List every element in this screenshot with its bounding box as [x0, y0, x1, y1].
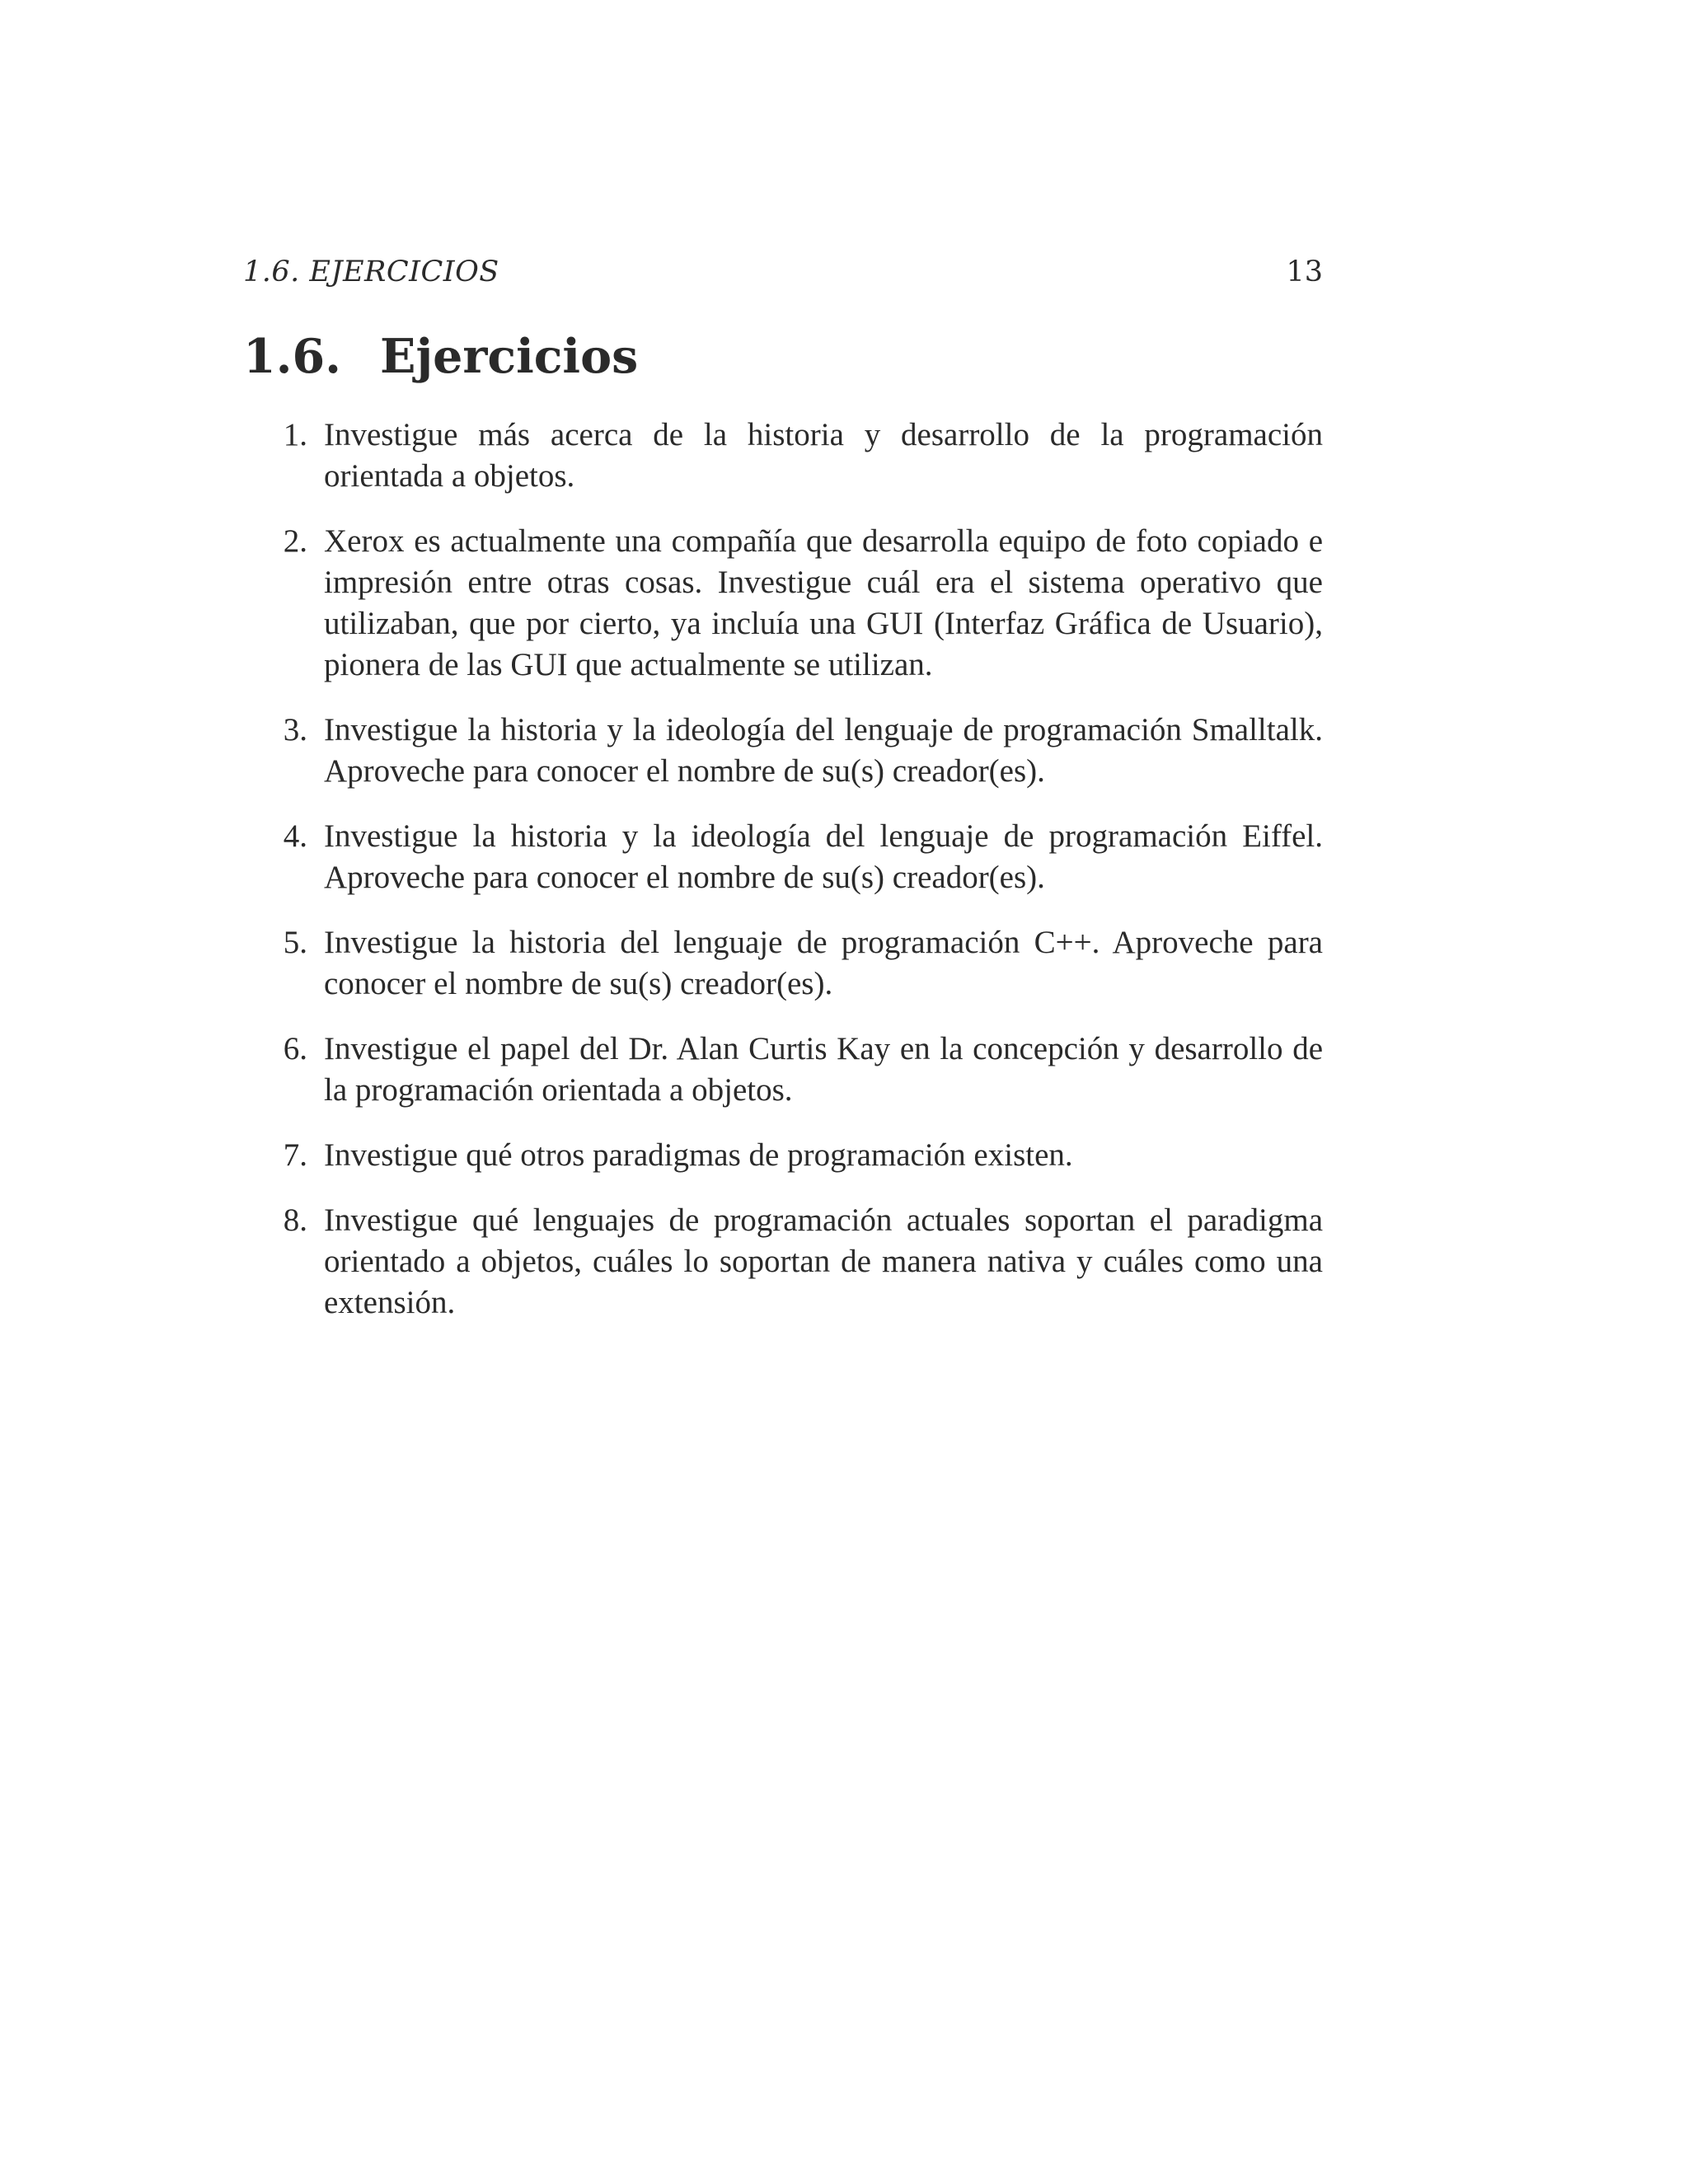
running-title: 1.6. EJERCICIOS: [243, 255, 499, 288]
exercise-item-2: [243, 521, 1323, 686]
exercise-item-1: [243, 415, 1323, 497]
exercise-number: 7.: [283, 1137, 307, 1173]
exercise-text: Investigue qué lenguajes de programación actuales soportan el paradigma orientado a objetos, cuáles lo soportan de manera nativa y cuáles como una extensión.: [324, 1202, 1323, 1320]
exercise-text: Investigue la historia y la ideología del lenguaje de programación Eiffel. Aproveche para conocer el nombre de su(s) creador(es).: [324, 818, 1323, 895]
page-number: 13: [1286, 255, 1323, 288]
exercise-number: 6.: [283, 1031, 307, 1066]
exercise-item-7: [243, 1135, 1323, 1176]
exercise-number: 3.: [283, 712, 307, 748]
exercise-number: 8.: [283, 1202, 307, 1238]
running-header: [243, 251, 1323, 293]
section-heading-text: Ejercicios: [380, 329, 639, 384]
exercise-text: Investigue qué otros paradigmas de programación existen.: [324, 1137, 1073, 1173]
exercise-item-5: [243, 922, 1323, 1005]
exercise-text: Investigue más acerca de la historia y desarrollo de la programación orientada a objetos.: [324, 417, 1323, 494]
section-title: [243, 328, 638, 386]
exercise-item-3: [243, 710, 1323, 792]
exercise-text: Investigue la historia y la ideología del lenguaje de programación Smalltalk. Aproveche para conocer el nombre de su(s) creador(es).: [324, 712, 1323, 789]
exercise-text: Investigue el papel del Dr. Alan Curtis Kay en la concepción y desarrollo de la programación orientada a objetos.: [324, 1031, 1323, 1108]
exercise-item-4: [243, 816, 1323, 898]
exercise-list: [243, 415, 1323, 1347]
exercise-item-6: [243, 1029, 1323, 1111]
section-number: 1.6.: [243, 329, 342, 384]
exercise-number: 4.: [283, 818, 307, 854]
exercise-item-8: [243, 1200, 1323, 1324]
exercise-text: Investigue la historia del lenguaje de programación C++. Aproveche para conocer el nombre de su(s) creador(es).: [324, 925, 1323, 1001]
exercise-number: 1.: [283, 417, 307, 452]
exercise-text: Xerox es actualmente una compañía que desarrolla equipo de foto copiado e impresión entre otras cosas. Investigue cuál era el sistema operativo que utilizaban, que por cierto, ya incluía una GUI (Interfaz Gráfica de Usuario), pionera de las GUI que actualmente se utilizan.: [324, 523, 1323, 682]
exercise-number: 2.: [283, 523, 307, 559]
exercise-number: 5.: [283, 925, 307, 960]
